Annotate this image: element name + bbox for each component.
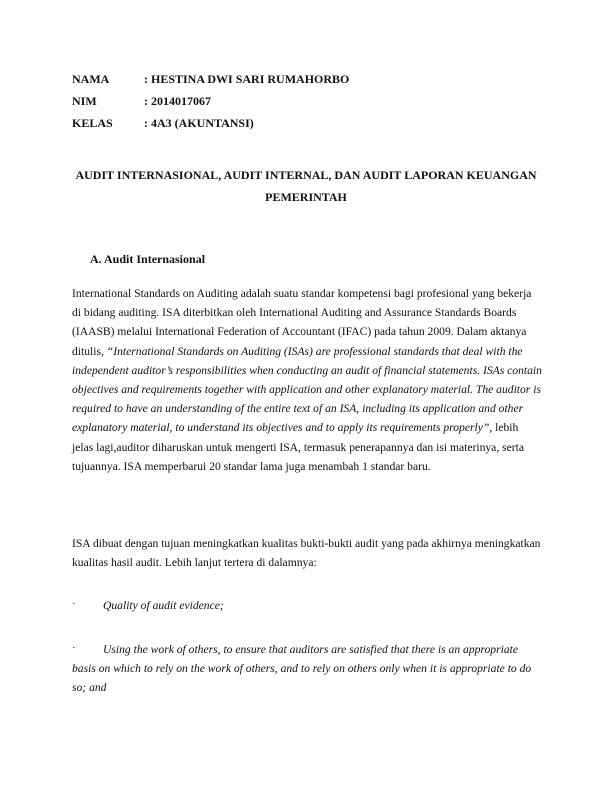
document-title: AUDIT INTERNASIONAL, AUDIT INTERNAL, DAN AUDIT LAPORAN KEUANGAN PEMERINTAH [75, 168, 537, 204]
paragraph-text-cont: , lebih jelas lagi,auditor diharuskan untuk mengerti ISA, termasuk penerapannya dan isi materinya, serta tujuannya. ISA memperbarui 20 standar lama juga menambah 1 standar baru. [72, 421, 525, 473]
name-value: : HESTINA DWI SARI RUMAHORBO [144, 72, 350, 86]
nim-value: : 2014017067 [144, 94, 211, 108]
section-heading-a: A. Audit Internasional [90, 252, 206, 266]
paragraph-isa-purpose: ISA dibuat dengan tujuan meningkatkan kualitas bukti-bukti audit yang pada akhirnya meningkatkan kualitas hasil audit. Lebih lanjut tertera di dalamnya: [72, 537, 541, 570]
isa-quote: “International Standards on Auditing (ISAs) are professional standards that deal with the independent auditor’s responsibilities when conducting an audit of financial statements. ISAs contain objectives and requirements together with application and other explanatory material. The auditor is required to have an understanding of the entire text of an ISA, including its application and other explanatory material, to understand its objectives and to apply its requirements properly” [72, 344, 542, 435]
paragraph-text: International Standards on Auditing adalah suatu standar kompetensi bagi profesional yang bekerja di bidang auditing. ISA diterbitkan oleh International Auditing and Assurance Standards Boards (IAASB) melalui International Federation of Accountant (IFAC) pada tahun 2009. Dalam aktanya ditulis, [72, 287, 532, 358]
name-label: NAMA [72, 72, 110, 86]
nim-label: NIM [72, 94, 97, 108]
bullet-item: Using the work of others, to ensure that auditors are satisfied that there is an appropriate basis on which to rely on the work of others, and to rely on others only when it is appropriate to do so; and [72, 643, 532, 695]
bullet-item: Quality of audit evidence; [103, 599, 224, 612]
bullet-dot: · [72, 598, 76, 610]
bullet-dot: · [72, 642, 76, 654]
kelas-value: : 4A3 (AKUNTANSI) [144, 116, 254, 130]
kelas-label: KELAS [72, 116, 113, 130]
paragraph-isa-intro [72, 284, 542, 476]
